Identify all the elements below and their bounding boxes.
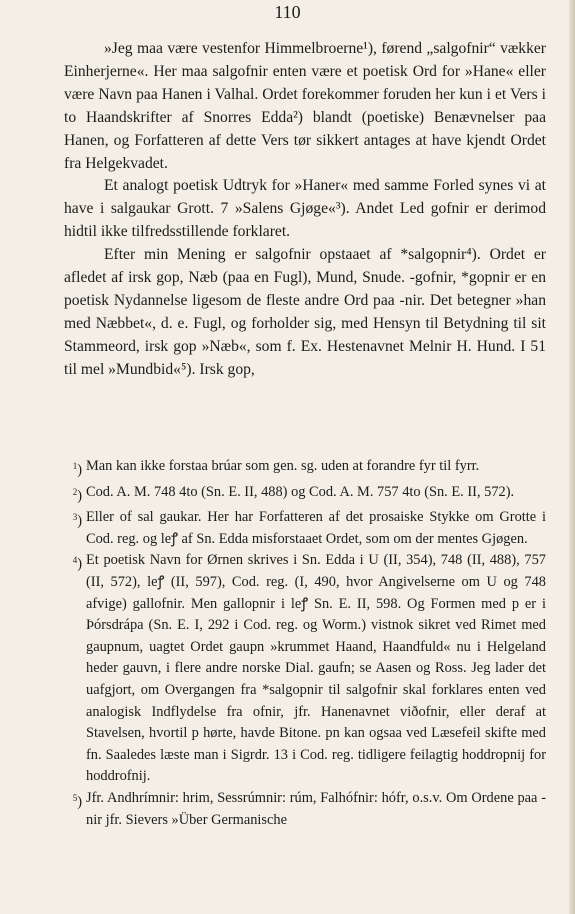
footnote-4 [64, 550, 546, 788]
footnote-text: Eller of sal gaukar. Her har Forfatteren af det prosaiske Stykke om Grotte i Cod. reg. og leꝭ af Sn. Edda misforstaaet Ordet, som om der mentes Gjøgen. [86, 509, 546, 547]
footnote-3 [64, 507, 546, 550]
footnote-marker: $^5$) [72, 792, 82, 810]
footnote-marker: $^3$) [72, 512, 82, 530]
footnote-marker: $^1$) [72, 461, 82, 478]
footnote-marker: $^4$) [72, 555, 82, 573]
footnote-text: Jfr. Andhrímnir: hrim, Sessrúmnir: rúm, Falhófnir: hófr, o.s.v. Om Ordene paa -nir jfr. Sievers »Über Germanische [86, 789, 546, 828]
page-number: 110 [274, 2, 301, 22]
footnotes [64, 456, 546, 831]
footnote-1 [64, 456, 546, 482]
paragraph-3: Efter min Mening er salgofnir opstaaet af *salgopnir⁴). Ordet er afledet af irsk gop, Næb (paa en Fugl), Mund, Snude. -gofnir, *gopnir er en poetisk Nydannelse ligesom de fleste andre Ord paa -nir. Det betegner »han med Næbbet«, d. e. Fugl, og forholder sig, med Hensyn til Betydning til sit Stammeord, irsk gop »Næb«, som f. Ex. Hestenavnet Melnir H. Hund. I 51 til mel »Mundbid«⁵). Irsk gop, [64, 246, 546, 378]
footnote-2 [64, 482, 546, 508]
footnote-5 [64, 788, 546, 831]
paragraph-2: Et analogt poetisk Udtryk for »Haner« med samme Forled synes vi at have i salgaukar Grott. 7 »Salens Gjøge«³). Andet Led gofnir er derimod hidtil ikke tilfredsstillende forklaret. [64, 177, 546, 241]
paragraph-1: »Jeg maa være vestenfor Himmelbroerne¹), førend „salgofnir“ vækker Einherjerne«. Her maa salgofnir enten være et poetisk Ord for »Hane« eller være Navn paa Hanen i Valhal. Ordet forekommer foruden her kun i et Vers i to Haandskrifter af Snorres Edda²) blandt (poetiske) Benævnelser paa Hanen, og Forfatteren af dette Vers tør sikkert antages at have kjendt Ordet fra Helgekvadet. [64, 40, 546, 172]
footnote-text: Cod. A. M. 748 4to (Sn. E. II, 488) og Cod. A. M. 757 4to (Sn. E. II, 572). [86, 483, 515, 500]
footnote-marker: $^2$) [72, 486, 82, 504]
body-text [64, 38, 546, 382]
page-edge [569, 0, 575, 914]
footnote-text: Et poetisk Navn for Ørnen skrives i Sn. Edda i U (II, 354), 748 (II, 488), 757 (II, 572), leꝭ (II, 597), Cod. reg. (I, 490, hvor Angivelserne om U og 748 afvige) gallofnir. Men gallopnir i leꝭ Sn. E. II, 598. Og Formen med p er i Þórsdrápa (Sn. E. I, 292 i Cod. reg. og Worm.) vistnok sikret ved Rimet med gaupnum, uagtet Ordet gaupn »krummet Haand, Haandfuld« nu i Helgeland heder gauvn, i flere andre norske Dial. gaufn; se Aasen og Ross. Jeg lader det uafgjort, om Overgangen fra *salgopnir til salgofnir skal forklares enten ved analogisk Indflydelse fra ofnir, jfr. Hanenavnet viðofnir, eller deraf at Stavelsen, hvortil p hørte, havde Bitone. pn kan ogsaa ved Læsefeil skifte med fn. Saaledes læste man i Sigrdr. 13 i Cod. reg. tidligere feilagtig hoddropnij for hoddrofnij. [86, 552, 546, 785]
footnote-text: Man kan ikke forstaa brúar som gen. sg. uden at forandre fyr til fyrr. [86, 458, 480, 474]
